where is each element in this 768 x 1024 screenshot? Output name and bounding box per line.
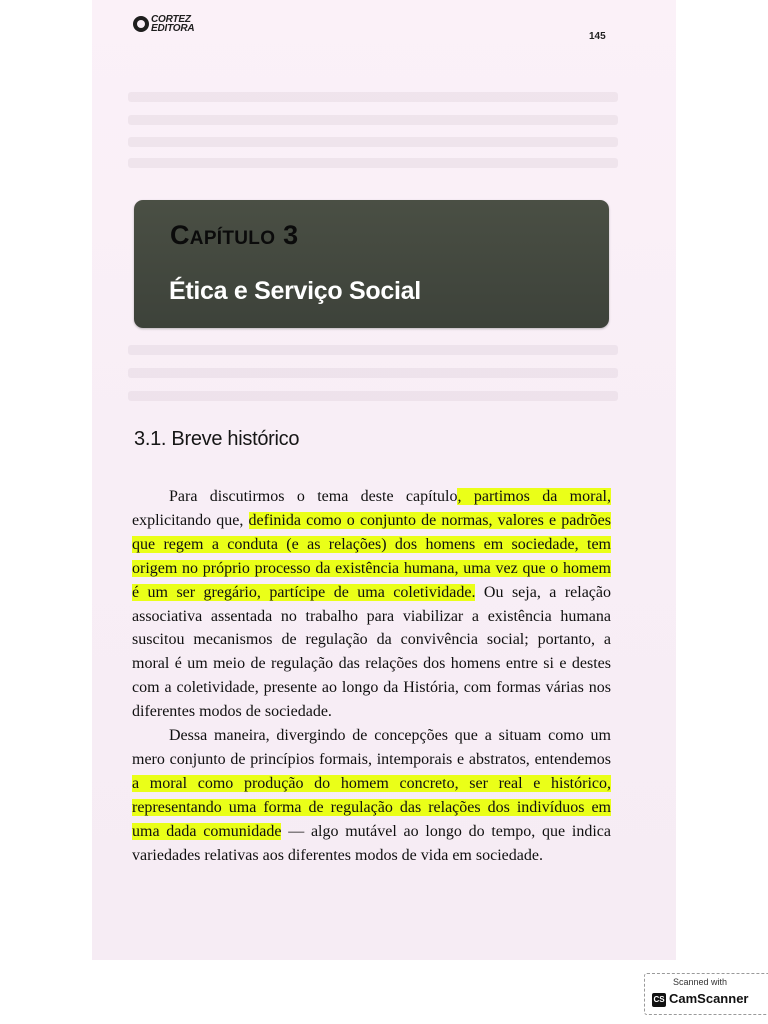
camscanner-logo-icon: CS: [652, 993, 666, 1007]
paragraph: Dessa maneira, divergindo de concepções que a situam como um mero conjunto de princípios formais, intemporais e abstratos, entendemos a moral como produção do homem concreto, ser real e histórico, representando uma forma de regulação das relações dos indivíduos em uma dada comunidade — algo mutável ao longo do tempo, que indica variedades relativas aos diferentes modos de vida em sociedade.: [132, 727, 611, 864]
highlighted-text: a moral como produção do homem concreto, ser real e histórico, representando uma forma de regulação das relações dos indivíduos em uma dada comunidade: [132, 774, 611, 840]
bleed-through-line: [128, 158, 618, 168]
bleed-through-line: [128, 137, 618, 147]
publisher-logo: [133, 15, 194, 33]
camscanner-brand: CamScanner: [669, 991, 749, 1006]
page-number: 145: [589, 31, 606, 42]
camscanner-watermark: [644, 973, 768, 1015]
highlighted-text: definida: [248, 511, 301, 529]
highlighted-text: , partimos da moral,: [457, 488, 611, 505]
publisher-logo-icon: [133, 16, 149, 32]
bleed-through-line: [128, 115, 618, 125]
body-text: [132, 485, 611, 868]
highlighted-text: como o conjunto de normas, valores e padrões que regem a conduta (e as relações) dos homens em sociedade, tem origem no próprio processo da existência humana, uma vez que o homem é um ser gregário, partícipe de uma coletividade.: [132, 511, 612, 601]
bleed-through-line: [128, 391, 618, 401]
bleed-through-line: [128, 368, 618, 378]
bleed-through-line: [128, 345, 618, 355]
chapter-label: Capítulo 3: [170, 220, 299, 250]
publisher-name: CORTEZ EDITORA: [151, 14, 195, 34]
chapter-title: Ética e Serviço Social: [169, 277, 421, 305]
bleed-through-line: [128, 92, 618, 102]
section-heading: 3.1. Breve histórico: [134, 428, 300, 450]
paragraph: Para discutirmos o tema deste capítulo, partimos da moral, explicitando que, definida como o conjunto de normas, valores e padrões que regem a conduta (e as relações) dos homens em sociedade, tem origem no próprio processo da existência humana, uma vez que o homem é um ser gregário, partícipe de uma coletividade. Ou seja, a relação associativa assentada no trabalho para viabilizar a existência humana suscitou mecanismos de regulação da convivência social; portanto, a moral é um meio de regulação das relações dos homens entre si e destes com a coletividade, presente ao longo da História, com formas várias nos diferentes modos de sociedade.: [132, 488, 612, 721]
scanned-with-caption: Scanned with: [672, 977, 728, 987]
